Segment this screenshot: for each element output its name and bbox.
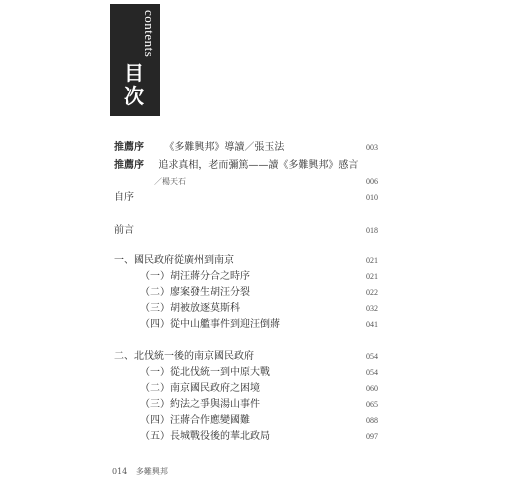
toc-page-number: 021: [366, 256, 378, 265]
toc-entry-text: （二）廖案發生胡汪分裂: [140, 287, 250, 298]
toc-entry-text: 自序: [114, 192, 134, 203]
toc-page-number: 097: [366, 432, 378, 441]
toc-entry-text: （三）胡被放逐莫斯科: [140, 303, 240, 314]
page-footer: [112, 466, 174, 477]
toc-entry-text: 二、北伐統一後的南京國民政府: [114, 351, 254, 362]
toc-entry-text: 一、國民政府從廣州到南京: [114, 255, 234, 266]
toc-page-number: 054: [366, 368, 378, 377]
footer-book-title: 多難興邦: [135, 467, 168, 476]
toc-page-number: 088: [366, 416, 378, 425]
toc-entry-text: （三）約法之爭與湯山事件: [140, 399, 260, 410]
toc-page-number: 065: [366, 400, 378, 409]
contents-title-char-2: 次: [124, 84, 144, 108]
toc-page-number: 032: [366, 304, 378, 313]
toc-page-number: 022: [366, 288, 378, 297]
toc-page-number: 060: [366, 384, 378, 393]
toc-page-number: 010: [366, 193, 378, 202]
toc-entry-subtitle: ／楊天石: [154, 177, 186, 186]
contents-title-char-1: 目: [124, 61, 144, 85]
toc-page-number: 054: [366, 352, 378, 361]
toc-page-number: 021: [366, 272, 378, 281]
toc-page-number: 018: [366, 226, 378, 235]
toc-page-number: 041: [366, 320, 378, 329]
contents-header-block: [110, 4, 160, 116]
toc-entry-text: （五）長城戰役後的華北政局: [140, 431, 270, 442]
toc-entry-text: （四）從中山艦事件到迎汪倒蔣: [140, 319, 280, 330]
toc-entry-title: [114, 159, 358, 173]
footer-page-number: 014: [112, 467, 128, 476]
contents-title-english: contents: [142, 10, 157, 58]
toc-entry-label: 推薦序: [114, 160, 144, 171]
toc-entry-text: （二）南京國民政府之困境: [140, 383, 260, 394]
toc-entry-text: （一）從北伐統一到中原大戰: [140, 367, 270, 378]
toc-entry-label: 推薦序: [114, 142, 144, 153]
toc-entry-title: [114, 141, 284, 155]
toc-page-number: 006: [366, 177, 378, 186]
toc-entry-text: （四）汪蔣合作應變國難: [140, 415, 250, 426]
toc-entry-text: 《多難興邦》導讀／張玉法: [164, 142, 285, 153]
toc-entry-text: 前言: [114, 225, 134, 236]
toc-entry-text: 追求真相，老而彌篤——讀《多難興邦》感言: [158, 160, 359, 171]
toc-entry-text: （一）胡汪蔣分合之時序: [140, 271, 250, 282]
toc-page-number: 003: [366, 143, 378, 152]
